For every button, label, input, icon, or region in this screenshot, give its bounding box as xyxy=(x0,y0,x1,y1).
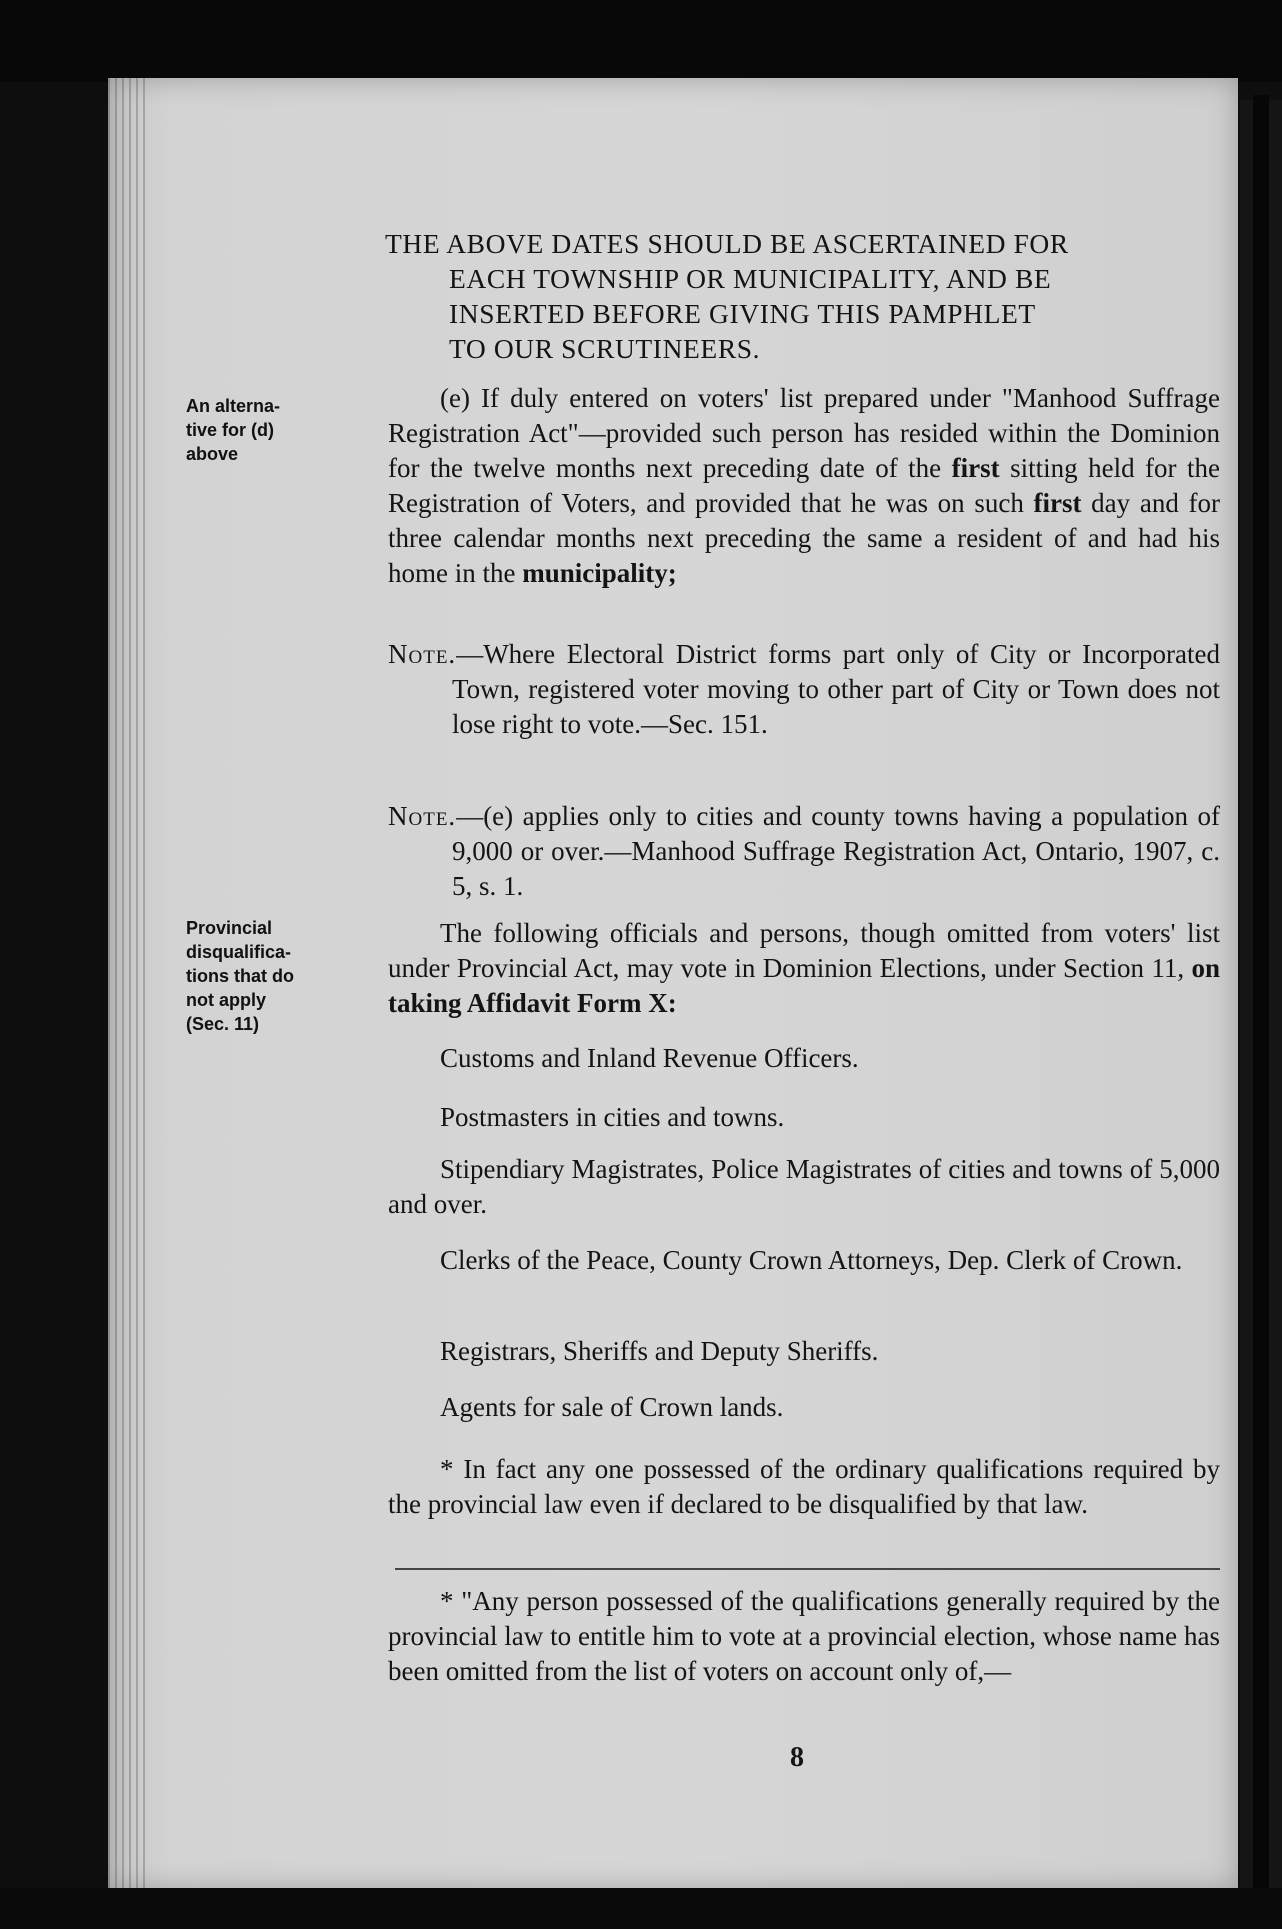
stipendiary-paragraph: Stipendiary Magistrates, Police Magistrates of cities and towns of 5,000 and over. xyxy=(388,1154,1220,1219)
paragraph-e-text-1: (e) If duly entered on voters' list prepared under "Manhood Suffrage Registration Act"—provided such person has resided within the Dominion for the twelve months next preceding date of the xyxy=(388,383,1220,483)
list-item: Registrars, Sheriffs and Deputy Sheriffs. xyxy=(440,1336,879,1366)
scan-bottom-border xyxy=(0,1888,1282,1929)
heading-line-3: INSERTED BEFORE GIVING THIS PAMPHLET xyxy=(449,298,1036,329)
list-item: Postmasters in cities and towns. xyxy=(440,1102,785,1132)
paragraph-e-text-2: sitting held for the Registration of Voters, and provided that he was on such xyxy=(388,453,1221,518)
heading-line-4: TO OUR SCRUTINEERS. xyxy=(449,333,761,364)
paragraph-e xyxy=(388,381,1220,591)
clerks-paragraph: Clerks of the Peace, County Crown Attorneys, Dep. Clerk of Crown. xyxy=(440,1245,1183,1275)
note-2-label: Note. xyxy=(388,801,457,831)
footnote-paragraph: * "Any person possessed of the qualifications generally required by the provincial law to entitle him to vote at a provincial election, whose name has been omitted from the list of voters on account only of,— xyxy=(388,1586,1220,1686)
list-item: Customs and Inland Revenue Officers. xyxy=(440,1043,859,1073)
heading-line-2: EACH TOWNSHIP OR MUNICIPALITY, AND BE xyxy=(449,263,1052,294)
list-item: Agents for sale of Crown lands. xyxy=(440,1392,784,1422)
margin-note-alternative: An alterna- tive for (d) above xyxy=(186,396,281,464)
adjacent-page-edge xyxy=(1253,95,1269,1895)
page-heading xyxy=(385,226,1215,366)
note-1-label: Note. xyxy=(388,639,457,669)
heading-line-1: THE ABOVE DATES SHOULD BE ASCERTAINED FOR xyxy=(385,228,1069,259)
officials-text: The following officials and persons, though omitted from voters' list under Provincial Act, may vote in Dominion Elections, under Section 11, xyxy=(388,918,1220,983)
paragraph-e-bold-3: municipality; xyxy=(522,558,677,588)
paragraph-e-text-3: day and for three calendar months next preceding the same a resident of and had his home in the xyxy=(388,488,1220,588)
scan-top-border xyxy=(0,0,1282,82)
officials-bold: on taking Affidavit Form X: xyxy=(388,953,1220,1018)
note-2-text: —(e) applies only to cities and county towns having a population of 9,000 or over.—Manhood Suffrage Registration Act, Ontario, 1907, c. 5, s. 1. xyxy=(452,801,1220,901)
binding-gutter xyxy=(108,78,148,1890)
note-section-151 xyxy=(388,637,1220,742)
paragraph-e-bold-2: first xyxy=(1033,488,1082,518)
note-population xyxy=(388,799,1220,904)
margin-note-provincial: Provincial disqualifica- tions that do not apply (Sec. 11) xyxy=(186,918,294,1034)
note-1-text: —Where Electoral District forms part only of City or Incorporated Town, registered voter moving to other part of City or Town does not lose right to vote.—Sec. 151. xyxy=(452,639,1220,739)
in-fact-paragraph: * In fact any one possessed of the ordinary qualifications required by the provincial law even if declared to be disqualified by that law. xyxy=(388,1454,1220,1519)
paragraph-e-bold-1: first xyxy=(951,453,1000,483)
page-number: 8 xyxy=(790,1742,804,1773)
footnote-divider xyxy=(395,1568,1220,1570)
officials-paragraph xyxy=(388,916,1220,1021)
